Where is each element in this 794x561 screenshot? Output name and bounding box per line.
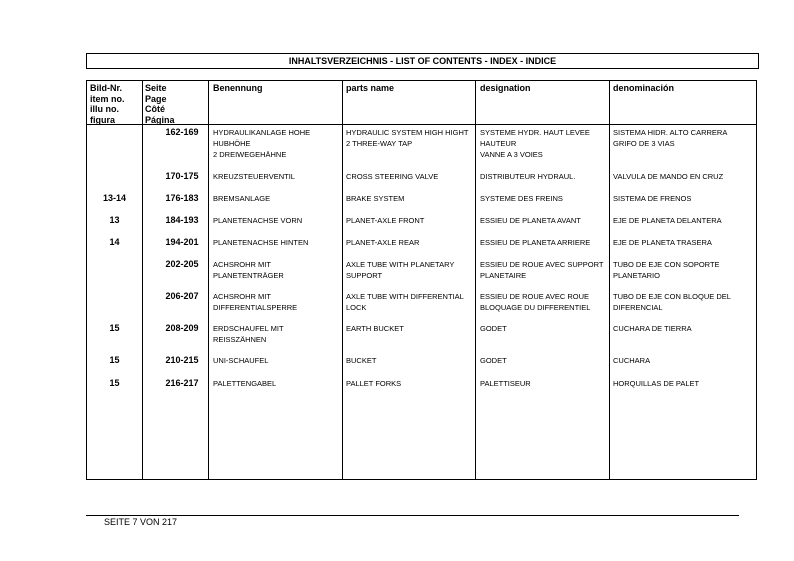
english-name: AXLE TUBE WITH PLANETARY SUPPORT: [346, 260, 455, 280]
german-name: PLANETENACHSE VORN: [213, 216, 303, 225]
spanish-name: SISTEMA HIDR. ALTO CARRERA GRIFO DE 3 VIAS: [613, 128, 728, 148]
french-name: GODET: [480, 356, 507, 365]
german-name: PALETTENGABEL: [213, 379, 277, 388]
spanish-name: SISTEMA DE FRENOS: [613, 194, 692, 203]
page-range: 202-205: [165, 259, 199, 269]
spanish-name: HORQUILLAS DE PALET: [613, 379, 700, 388]
french-name: GODET: [480, 324, 507, 333]
header-seite-line: Página: [145, 114, 175, 125]
header-seite-line: Page: [145, 93, 167, 104]
header-denominacion: denominación: [613, 83, 675, 93]
spanish-name: TUBO DE EJE CON BLOQUE DEL DIFERENCIAL: [613, 292, 731, 312]
french-name: ESSIEU DE PLANETA AVANT: [480, 216, 581, 225]
figure-number: 13: [109, 215, 120, 225]
figure-number: 13-14: [102, 193, 127, 203]
spanish-name: CUCHARA: [613, 356, 651, 365]
header-seite-line: Côté: [145, 104, 165, 114]
english-name: AXLE TUBE WITH DIFFERENTIAL LOCK: [346, 292, 464, 312]
page-range: 210-215: [165, 355, 199, 365]
figure-number: 15: [109, 378, 120, 388]
english-name: HYDRAULIC SYSTEM HIGH HIGHT 2 THREE-WAY TAP: [346, 128, 469, 148]
page-range: 162-169: [165, 127, 199, 137]
french-name: ESSIEU DE PLANETA ARRIERE: [480, 238, 591, 247]
french-name: ESSIEU DE ROUE AVEC ROUE BLOQUAGE DU DIFFERENTIEL: [480, 292, 591, 312]
french-name: ESSIEU DE ROUE AVEC SUPPORT PLANETAIRE: [480, 260, 604, 280]
spanish-name: VALVULA DE MANDO EN CRUZ: [613, 172, 724, 181]
french-name: SYSTEME HYDR. HAUT LEVEE HAUTEUR VANNE A 3 VOIES: [480, 128, 590, 159]
spanish-name: CUCHARA DE TIERRA: [613, 324, 692, 333]
header-bild-line: Bild-Nr.: [90, 83, 123, 93]
german-name: PLANETENACHSE HINTEN: [213, 238, 309, 247]
english-name: CROSS STEERING VALVE: [346, 172, 439, 181]
header-parts-name: parts name: [346, 83, 395, 93]
header-seite: [145, 83, 175, 125]
table-header: [87, 81, 756, 125]
spanish-name: TUBO DE EJE CON SOPORTE PLANETARIO: [613, 260, 720, 280]
german-name: ERDSCHAUFEL MIT REISSZÄHNEN: [213, 324, 284, 344]
english-name: BUCKET: [346, 356, 377, 365]
spanish-name: EJE DE PLANETA TRASERA: [613, 238, 712, 247]
english-name: PLANET-AXLE REAR: [346, 238, 420, 247]
column-divider: [342, 81, 343, 479]
page-number: SEITE 7 VON 217: [104, 517, 178, 527]
german-name: ACHSROHR MIT PLANETENTRÄGER: [213, 260, 284, 280]
header-bild-line: item no.: [90, 93, 125, 104]
index-title: INHALTSVERZEICHNIS - LIST OF CONTENTS - INDEX - INDICE: [86, 53, 759, 69]
german-name: UNI-SCHAUFEL: [213, 356, 269, 365]
english-name: PLANET-AXLE FRONT: [346, 216, 425, 225]
header-bild-line: illu no.: [90, 104, 119, 114]
footer-divider: [86, 515, 739, 516]
page-range: 216-217: [165, 378, 199, 388]
german-name: ACHSROHR MIT DIFFERENTIALSPERRE: [213, 292, 298, 312]
german-name: BREMSANLAGE: [213, 194, 271, 203]
french-name: SYSTEME DES FREINS: [480, 194, 563, 203]
page-range: 208-209: [165, 323, 199, 333]
german-name: HYDRAULIKANLAGE HOHE HUBHÖHE 2 DREIWEGEHÄHNE: [213, 128, 311, 159]
column-divider: [475, 81, 476, 479]
figure-number: 15: [109, 355, 120, 365]
english-name: BRAKE SYSTEM: [346, 194, 405, 203]
english-name: EARTH BUCKET: [346, 324, 404, 333]
header-bild-line: figura: [90, 114, 116, 125]
english-name: PALLET FORKS: [346, 379, 402, 388]
page-range: 170-175: [165, 171, 199, 181]
column-divider: [208, 81, 209, 479]
figure-number: 15: [109, 323, 120, 333]
header-bild: [90, 83, 125, 125]
german-name: KREUZSTEUERVENTIL: [213, 172, 295, 181]
contents-table: [86, 80, 757, 480]
french-name: DISTRIBUTEUR HYDRAUL.: [480, 172, 576, 181]
page-range: 184-193: [165, 215, 199, 225]
figure-number: 14: [109, 237, 120, 247]
french-name: PALETTISEUR: [480, 379, 531, 388]
page-range: 176-183: [165, 193, 199, 203]
page-range: 194-201: [165, 237, 199, 247]
header-benennung: Benennung: [213, 83, 263, 93]
page-range: 206-207: [165, 291, 199, 301]
column-divider: [142, 81, 143, 479]
header-seite-line: Seite: [145, 83, 167, 93]
header-designation: designation: [480, 83, 531, 93]
column-divider: [609, 81, 610, 479]
spanish-name: EJE DE PLANETA DELANTERA: [613, 216, 722, 225]
